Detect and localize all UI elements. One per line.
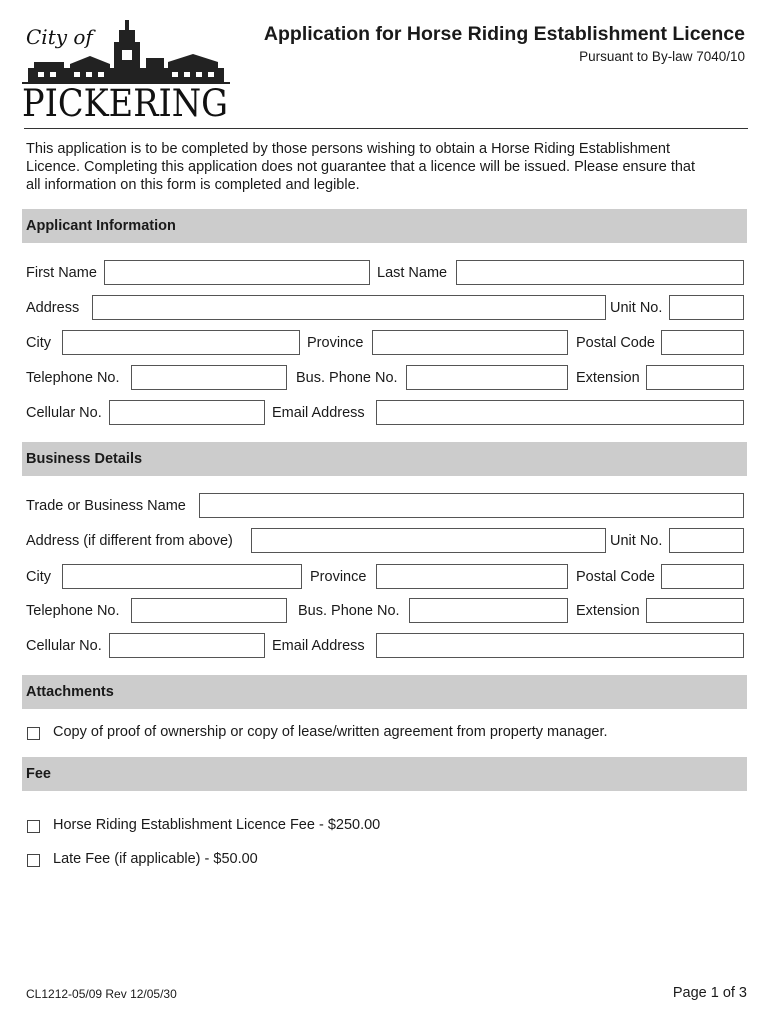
last-name-field[interactable] [456, 260, 744, 285]
applicant-section-header [22, 209, 747, 243]
cellular-field[interactable] [109, 400, 265, 425]
unit-no-label: Unit No. [610, 300, 663, 316]
business-cellular-label: Cellular No. [26, 638, 102, 654]
cellular-label: Cellular No. [26, 405, 102, 421]
email-label: Email Address [272, 405, 365, 421]
trade-name-field[interactable] [199, 493, 744, 518]
licence-fee-label: Horse Riding Establishment Licence Fee - $250.00 [53, 817, 381, 833]
intro-line: Licence. Completing this application does not guarantee that a licence will be issued. Please ensure that [26, 159, 696, 175]
business-section-header [22, 442, 747, 476]
first-name-label: First Name [26, 265, 97, 281]
trade-name-label: Trade or Business Name [26, 498, 186, 514]
business-telephone-field[interactable] [131, 598, 287, 623]
header-divider [24, 128, 748, 129]
first-name-field[interactable] [104, 260, 370, 285]
business-email-field[interactable] [376, 633, 744, 658]
province-field[interactable] [372, 330, 568, 355]
last-name-label: Last Name [377, 265, 448, 281]
address-label: Address [26, 300, 80, 316]
page-subtitle: Pursuant to By-law 7040/10 [579, 49, 745, 64]
form-code: CL1212-05/09 Rev 12/05/30 [26, 987, 177, 1001]
business-postal-code-field[interactable] [661, 564, 744, 589]
telephone-field[interactable] [131, 365, 287, 390]
city-label: City [26, 335, 51, 351]
page-title: Application for Horse Riding Establishment Licence [263, 23, 745, 45]
business-bus-phone-field[interactable] [409, 598, 568, 623]
late-fee-checkbox[interactable] [27, 854, 40, 867]
section-title: Attachments [26, 684, 114, 700]
city-field[interactable] [62, 330, 300, 355]
proof-of-ownership-label: Copy of proof of ownership or copy of lease/written agreement from property manager. [53, 724, 608, 740]
business-postal-code-label: Postal Code [576, 569, 655, 585]
business-bus-phone-label: Bus. Phone No. [298, 603, 400, 619]
svg-text:PICKERING: PICKERING [22, 82, 228, 120]
proof-of-ownership-checkbox[interactable] [27, 727, 40, 740]
licence-fee-checkbox[interactable] [27, 820, 40, 833]
business-extension-label: Extension [576, 603, 640, 619]
address-field[interactable] [92, 295, 606, 320]
business-province-label: Province [310, 569, 367, 585]
business-extension-field[interactable] [646, 598, 744, 623]
attachments-section-header [22, 675, 747, 709]
late-fee-label: Late Fee (if applicable) - $50.00 [53, 851, 258, 867]
postal-code-field[interactable] [661, 330, 744, 355]
section-title: Fee [26, 766, 51, 782]
business-address-field[interactable] [251, 528, 606, 553]
business-city-field[interactable] [62, 564, 302, 589]
svg-text:City of: City of [26, 25, 93, 49]
business-address-label: Address (if different from above) [26, 533, 233, 549]
extension-label: Extension [576, 370, 640, 386]
business-email-label: Email Address [272, 638, 365, 654]
province-label: Province [307, 335, 364, 351]
business-unit-no-label: Unit No. [610, 533, 663, 549]
business-province-field[interactable] [376, 564, 568, 589]
fee-section-header [22, 757, 747, 791]
bus-phone-label: Bus. Phone No. [296, 370, 398, 386]
extension-field[interactable] [646, 365, 744, 390]
intro-line: all information on this form is completed and legible. [26, 177, 360, 193]
business-telephone-label: Telephone No. [26, 603, 120, 619]
section-title: Business Details [26, 451, 143, 467]
unit-no-field[interactable] [669, 295, 744, 320]
intro-line: This application is to be completed by those persons wishing to obtain a Horse Riding Establishment [26, 141, 670, 157]
business-city-label: City [26, 569, 51, 585]
postal-code-label: Postal Code [576, 335, 655, 351]
bus-phone-field[interactable] [406, 365, 568, 390]
section-title: Applicant Information [26, 218, 176, 234]
page-number: Page 1 of 3 [672, 985, 747, 1001]
business-cellular-field[interactable] [109, 633, 265, 658]
email-field[interactable] [376, 400, 744, 425]
telephone-label: Telephone No. [26, 370, 120, 386]
intro-paragraph [26, 140, 746, 194]
business-unit-no-field[interactable] [669, 528, 744, 553]
